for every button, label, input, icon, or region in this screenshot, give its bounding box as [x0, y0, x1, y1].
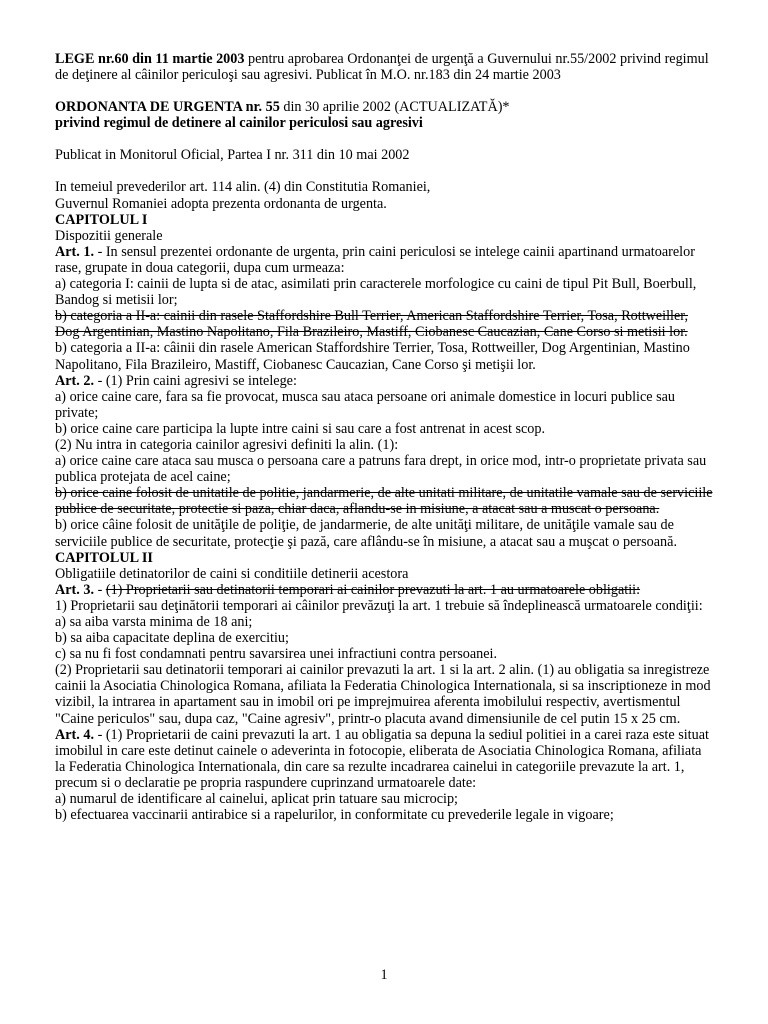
temei-line-2: Guvernul Romaniei adopta prezenta ordonanta de urgenta. [55, 195, 387, 212]
article-4-text: - (1) Proprietarii de caini prevazuti la art. 1 au obligatia sa depuna la sediul politiei in a carei raza este situat imobilul in care este detinut cainele o adeverinta in fotocopie, eliberata de Asociatia Chinologica Romana, afiliata la Federatia Chinologica Internationala, din care sa rezulte incadrarea cainelui in categoriile prevazute la art. 1, precum si o declaratie pe propria raspundere cuprinzand urmatoarele date: [55, 726, 709, 791]
article-2-paragraph-2: (2) Nu intra in categoria cainilor agresivi definiti la alin. (1): [55, 436, 399, 453]
article-4-a: a) numarul de identificare al cainelui, aplicat prin tatuare sau microcip; [55, 791, 458, 808]
article-2-a: a) orice caine care, fara sa fie provocat, musca sau ataca persoane ori animale domestice in locuri publice sau private; [55, 388, 676, 421]
page-number: 1 [380, 967, 388, 983]
article-2-text: - (1) Prin caini agresivi se intelege: [94, 372, 297, 389]
article-2-label: Art. 2. [55, 372, 95, 389]
article-2-2-b: b) orice câine folosit de unităţile de poliţie, de jandarmerie, de alte unităţi militare, de unităţile vamale sau de serviciile publice de securitate, protecţie şi pază, care aflându-se în misiune, a atacat sau a muşcat o persoană. [55, 517, 677, 550]
lege-header [55, 51, 715, 83]
article-2 [55, 373, 715, 389]
article-4 [55, 727, 715, 791]
chapter-1-subtitle: Dispozitii generale [55, 227, 163, 244]
chapter-2-title: CAPITOLUL II [55, 549, 153, 566]
article-3-b: b) sa aiba capacitate deplina de exercitiu; [55, 630, 289, 647]
article-1-a: a) categoria I: cainii de lupta si de atac, asimilati prin caracterele morfologice cu caini de tipul Pit Bull, Boerbull, Bandog si metisii lor; [55, 276, 697, 309]
publicat-line: Publicat in Monitorul Oficial, Partea I nr. 311 din 10 mai 2002 [55, 147, 410, 164]
article-3-paragraph-2: (2) Proprietarii sau detinatorii temporari ai cainilor prevazuti la art. 1 si la art. 2 alin. (1) au obligatia sa inregistreze cainii la Asociatia Chinologica Romana, afiliata la Federatia Chinologica Internationala, si sa inscriptioneze in mod vizibil, la intrarea in apartament sau in imobil ori pe imprejmuirea aferenta imobilului respectiv, avertismentul "Caine periculos" sau, dupa caz, "Caine agresiv", printr-o placuta avand dimensiunile de cel putin 15 x 25 cm. [55, 662, 711, 727]
document-page [55, 51, 715, 823]
article-3-1: 1) Proprietarii sau deţinătorii temporari ai câinilor prevăzuţi la art. 1 trebuie să îndeplinească urmatoarele condiţii: [55, 597, 703, 614]
article-1 [55, 244, 715, 276]
article-1-label: Art. 1. [55, 243, 95, 260]
article-3-label: Art. 3. [55, 581, 95, 598]
lege-title: LEGE nr.60 din 11 martie 2003 [55, 51, 245, 67]
article-1-text: - In sensul prezentei ordonante de urgenta, prin caini periculosi se intelege cainii apartinand urmatoarelor rase, grupate in doua categorii, dupa cum urmeaza: [55, 243, 695, 276]
article-1-b: b) categoria a II-a: câinii din rasele American Staffordshire Terrier, Tosa, Rottweiller, Dog Argentinian, Mastino Napolitano, Fila Brazileiro, Mastiff, Ciobanesc Caucazian, Cane Corso şi metişii lor. [55, 340, 690, 373]
article-3 [55, 582, 715, 598]
article-3-c: c) sa nu fi fost condamnati pentru savarsirea unei infractiuni contra persoanei. [55, 646, 498, 663]
article-3-a: a) sa aiba varsta minima de 18 ani; [55, 614, 253, 630]
article-4-label: Art. 4. [55, 726, 95, 743]
chapter-2-subtitle: Obligatiile detinatorilor de caini si conditiile detinerii acestora [55, 565, 409, 582]
chapter-1-title: CAPITOLUL I [55, 211, 148, 228]
article-4-b: b) efectuarea vaccinarii antirabice si a rapelurilor, in conformitate cu prevederile legale in vigoare; [55, 807, 614, 824]
ordonanta-header [55, 99, 715, 115]
lege-description: pentru aprobarea Ordonanţei de urgenţă a Guvernului nr.55/2002 privind regimul de deţinere al câinilor periculoşi sau agresivi. Publicat în M.O. nr.183 din 24 martie 2003 [55, 51, 709, 84]
ordonanta-subtitle: privind regimul de detinere al cainilor periculosi sau agresivi [55, 115, 423, 132]
temei-line-1: In temeiul prevederilor art. 114 alin. (4) din Constitutia Romaniei, [55, 179, 431, 196]
article-3-1-repealed: (1) Proprietarii sau detinatorii temporari ai cainilor prevazuti la art. 1 au urmatoarele obligatii: [105, 581, 641, 598]
article-1-b-repealed: b) categoria a II-a: cainii din rasele Staffordshire Bull Terrier, American Staffordshire Terrier, Tosa, Rottweiller, Dog Argentinian, Mastino Napolitano, Fila Brazileiro, Mastiff, Ciobanesc Caucazian, Cane Corso si metisii lor. [55, 308, 689, 341]
article-2-b: b) orice caine care participa la lupte intre caini si sau care a fost antrenat in acest scop. [55, 420, 546, 437]
ordonanta-title: ORDONANTA DE URGENTA nr. 55 [55, 99, 280, 116]
article-3-dash: - [94, 581, 106, 598]
article-2-2-b-repealed: b) orice caine folosit de unitatile de politie, jandarmerie, de alte unitati militare, de unitatile vamale sau de serviciile publice de securitate, protectie si paza, chiar daca, aflandu-se in misiune, a atacat sau a muscat o persoana. [55, 485, 713, 518]
article-2-2-a: a) orice caine care ataca sau musca o persoana care a patruns fara drept, in orice mod, intr-o proprietate privata sau publica protejata de acel caine; [55, 453, 707, 486]
ordonanta-date: din 30 aprilie 2002 (ACTUALIZATĂ)* [279, 99, 510, 116]
